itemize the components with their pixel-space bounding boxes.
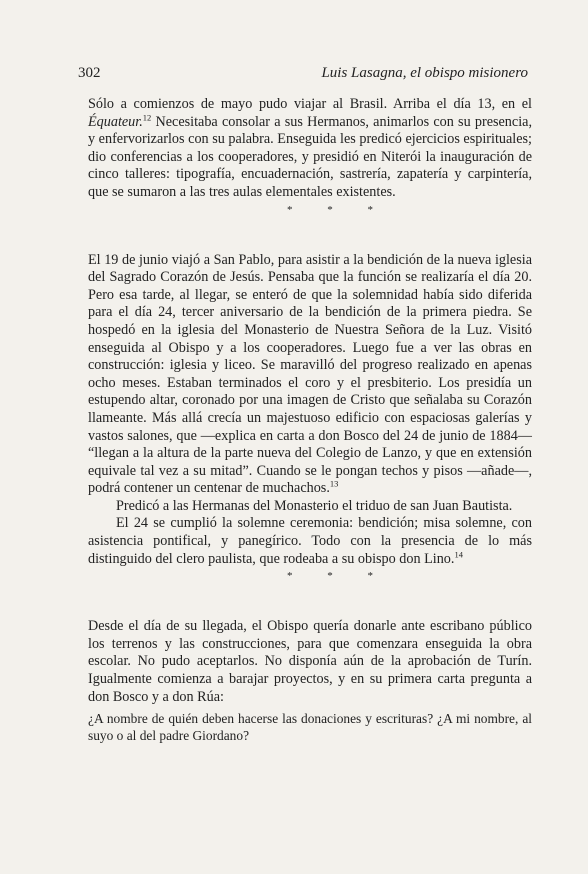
paragraph-4 <box>88 515 532 568</box>
paragraph-1-text-b: Necesitaba consolar a sus Hermanos, animarlos con su presencia, y enfervorizarlos con su palabra. Enseguida les predicó ejercicios espirituales; dio conferencias a los cooperadores, y presidió en Niterói la inauguración de cinco talleres: tipografía, encuadernación, sastrería, zapatería y carpintería, que se sumaron a las tres aulas elementales existentes. <box>88 113 532 200</box>
footnote-ref-12: 12 <box>142 111 152 122</box>
running-title: Luis Lasagna, el obispo misionero <box>321 65 528 81</box>
page-body <box>88 96 532 744</box>
section-separator: * * * <box>287 203 373 216</box>
ship-name: Équateur. <box>88 113 143 130</box>
page-header <box>78 65 528 82</box>
paragraph-2-text: El 19 de junio viajó a San Pablo, para asistir a la bendición de la nueva iglesia del Sagrado Corazón de Jesús. Pensaba que la función se realizaría el día 20. Pero esa tarde, al llegar, se enteró de que la solemnidad había sido diferida para el día 24, tercer aniversario de la bendición de la primera piedra. Se hospedó en la iglesia del Monasterio de Nuestra Señora de la Luz. Visitó enseguida al Obispo y a los cooperadores. Luego fue a ver las obras en construcción: iglesia y liceo. Se maravilló del progreso realizado en apenas ocho meses. Estaban terminados el coro y el presbiterio. Los presidía un estupendo altar, coronado por una imagen de Cristo que señalaba su Corazón llameante. Más allá crecía un majestuoso edificio con espaciosas galerías y vastos salones, que —explica en carta a don Bosco del 24 de junio de 1884— “llegan a la altura de la parte nueva del Colegio de Lanzo, y que en extensión equivale tal vez a su mitad”. Cuando se le pongan techos y pisos —añade—, podrá contener un centenar de muchachos. <box>88 251 532 497</box>
page-number: 302 <box>78 65 101 81</box>
paragraph-2 <box>88 252 532 498</box>
footnote-ref-13: 13 <box>329 478 339 489</box>
paragraph-1-text-a: Sólo a comienzos de mayo pudo viajar al Brasil. Arriba el día 13, en el <box>88 96 532 112</box>
footnote-ref-14: 14 <box>454 548 463 559</box>
block-quote: ¿A nombre de quién deben hacerse las donaciones y escrituras? ¿A mi nombre, al suyo o al del padre Giordano? <box>88 711 532 744</box>
paragraph-1 <box>88 96 532 202</box>
paragraph-5: Desde el día de su llegada, el Obispo quería donarle ante escribano público los terrenos y las construcciones, para que comenzara enseguida la obra escolar. No pudo aceptarlos. No disponía aún de la aprobación de Turín. Igualmente comienza a barajar proyectos, y en su primera carta pregunta a don Bosco y a don Rúa: <box>88 618 532 705</box>
paragraph-3: Predicó a las Hermanas del Monasterio el triduo de san Juan Bautista. <box>116 497 513 514</box>
section-separator-2: * * * <box>287 570 373 583</box>
paragraph-4-text: El 24 se cumplió la solemne ceremonia: bendición; misa solemne, con asistencia pontifical, y panegírico. Todo con la presencia de lo más distinguido del clero paulista, que rodeaba a su obispo don Lino. <box>88 515 532 567</box>
